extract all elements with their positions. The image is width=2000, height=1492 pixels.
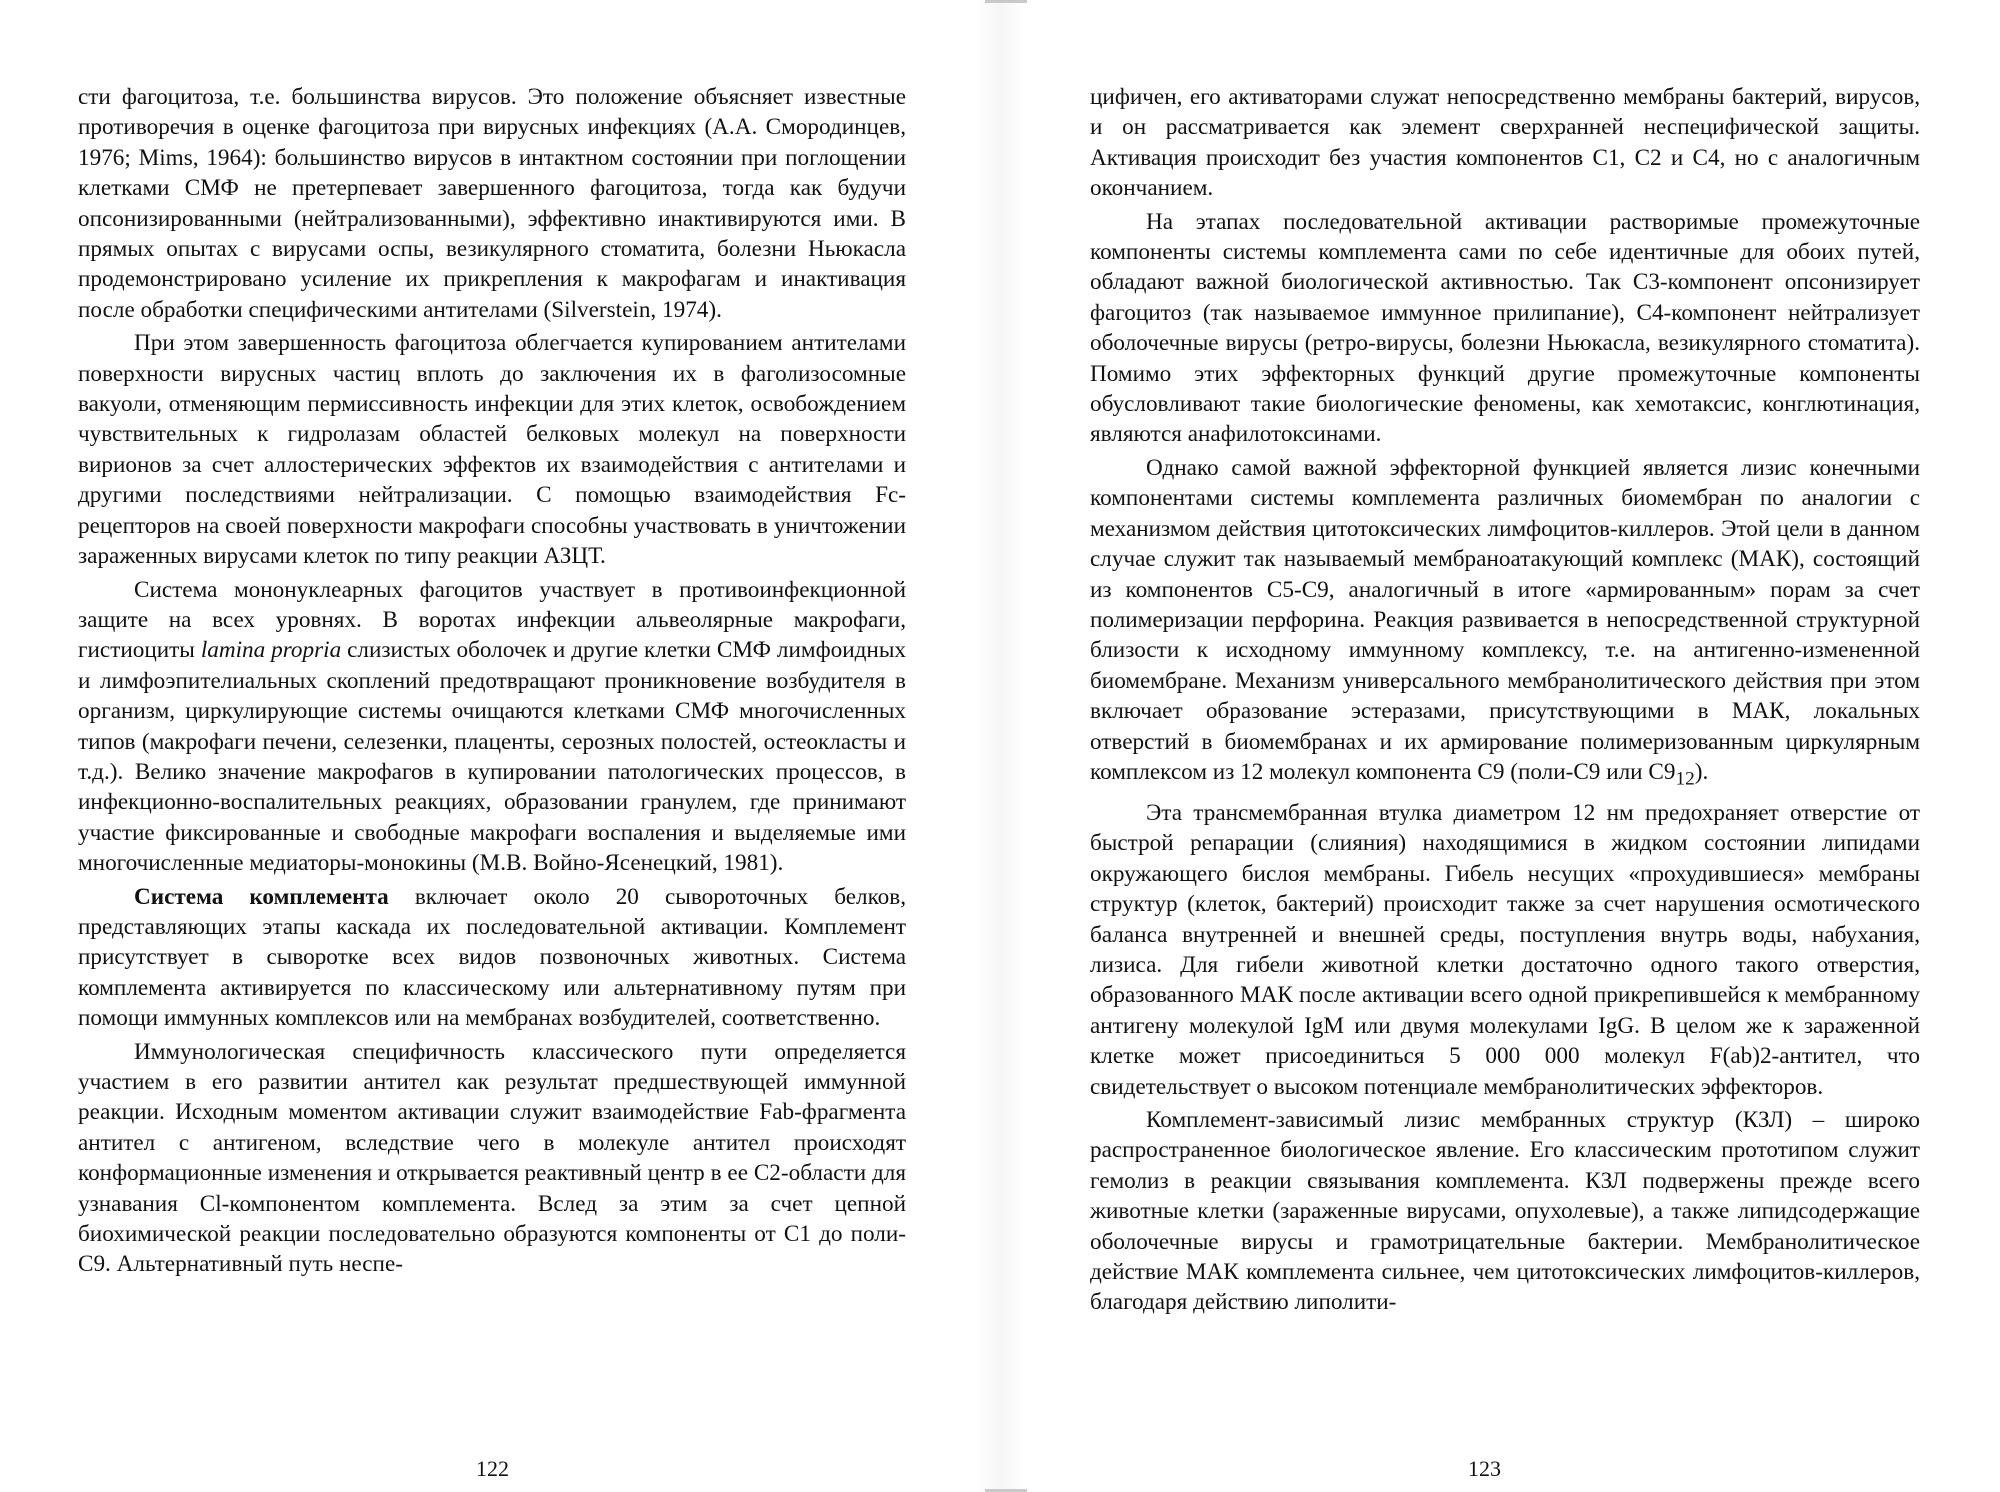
right-paragraph-3 (1090, 453, 1920, 795)
right-paragraph-3-end: ). (1694, 758, 1709, 785)
right-page-number: 123 (1468, 1456, 1501, 1481)
right-paragraph-3-body: Однако самой важной эффекторной функцией является лизис конечными компонентами системы комплемента различных биомембран по аналогии с механизмом действия цитотоксических лимфоцитов-киллеров. Этой цели в данном случае служит так называемый мембраноатакующий комплекс (МАК), состоящий из компонентов С5-С9, аналогичный в итоге «армированным» порам за счет полимеризации перфорина. Реакция развивается в непосредственной структурной близости к исходному иммунному комплексу, т.е. на антигенно-измененной биомембране. Механизм универсального мембранолитического действия при этом включает образование эстеразами, присутствующими в МАК, локальных отверстий в биомембранах и их армирование полимеризованным циркулярным комплексом из 12 молекул компонента С9 (поли-С9 или С9 (1090, 454, 1920, 785)
subscript-12: 12 (1675, 768, 1695, 790)
right-page-body (1090, 82, 1920, 1321)
right-page (1000, 0, 2000, 1492)
complement-system-heading: Система комплемента (134, 883, 389, 910)
left-paragraph-5: Иммунологическая специфичность классического пути определяется участием в его развитии антител как результат предшествующей иммунной реакции. Исходным моментом активации служит взаимодействие Fab-фрагмента антител с антигеном, вследствие чего в молекуле антител происходят конформационные изменения и открывается реактивный центр в ее С2-области для узнавания Cl-компонентом комплемента. Вслед за этим за счет цепной биохимической реакции последовательно образуются компоненты от C1 до поли-С9. Альтернативный путь неспе- (78, 1038, 906, 1278)
left-paragraph-4-body: включает около 20 сывороточных белков, представляющих этапы каскада их последовательной активации. Комплемент присутствует в сыворотке всех видов позвоночных животных. Система комплемента активируется по классическому или альтернативному путям при помощи иммунных комплексов или на мембранах возбудителей, соответственно. (78, 883, 906, 1032)
latin-term-lamina-propria: lamina propria (200, 637, 342, 664)
right-paragraph-5: Комплемент-зависимый лизис мембранных структур (КЗЛ) – широко распространенное биологическое явление. Его классическим прототипом служит гемолиз в реакции связывания комплемента. КЗЛ подвержены прежде всего животные клетки (зараженные вирусами, опухолевые), а также липидсодержащие оболочечные вирусы и грамотрицательные бактерии. Мембранолитическое действие МАК комплемента сильнее, чем цитотоксических лимфоцитов-киллеров, благодаря действию липолити- (1090, 1107, 1920, 1316)
left-paragraph-3 (78, 575, 906, 879)
right-paragraph-1: цифичен, его активаторами служат непосредственно мембраны бактерий, вирусов, и он рассматривается как элемент сверхранней неспецифической защиты. Активация происходит без участия компонентов C1, C2 и C4, но с аналогичным окончанием. (1090, 84, 1920, 202)
left-paragraph-3-part-1: Система мононуклеарных фагоцитов участвует в противоинфекционной защите на всех уровнях. В воротах инфекции альвеолярные макрофаги, гистиоциты (78, 576, 906, 664)
left-page-body (78, 82, 906, 1283)
left-page-number: 122 (476, 1456, 509, 1481)
right-paragraph-2: На этапах последовательной активации растворимые промежуточные компоненты системы комплемента сами по себе идентичные для обоих путей, обладают важной биологической активностью. Так С3-компонент опсонизирует фагоцитоз (так называемое иммунное прилипание), С4-компонент нейтрализует оболочечные вирусы (ретро-вирусы, болезни Ньюкасла, везикулярного стоматита). Помимо этих эффекторных функций другие промежуточные компоненты обусловливают такие биологические феномены, как хемотаксис, конглютинация, являются анафилотоксинами. (1090, 208, 1920, 448)
left-paragraph-4 (78, 882, 906, 1034)
left-paragraph-3-part-2: слизистых оболочек и другие клетки СМФ лимфоидных и лимфоэпителиальных скоплений предотвращают проникновение возбудителя в организм, циркулирующие системы очищаются клетками СМФ многочисленных типов (макрофаги печени, селезенки, плаценты, серозных полостей, остеокласты и т.д.). Велико значение макрофагов в купировании патологических процессов, в инфекционно-воспалительных реакциях, образовании гранулем, где принимают участие фиксированные и свободные макрофаги воспаления и выделяемые ими многочисленные медиаторы-монокины (М.В. Войно-Ясенецкий, 1981). (78, 637, 906, 877)
left-paragraph-1: сти фагоцитоза, т.е. большинства вирусов. Это положение объясняет известные противоречия в оценке фагоцитоза при вирусных инфекциях (А.А. Смородинцев, 1976; Mims, 1964): большинство вирусов в интактном состоянии при поглощении клетками СМФ не претерпевает завершенного фагоцитоза, тогда как будучи опсонизированными (нейтрализованными), эффективно инактивируются ими. В прямых опытах с вирусами оспы, везикулярного стоматита, болезни Ньюкасла продемонстрировано усиление их прикрепления к макрофагам и инактивация после обработки специфическими антителами (Silverstein, 1974). (78, 84, 906, 323)
left-paragraph-2: При этом завершенность фагоцитоза облегчается купированием антителами поверхности вирусных частиц вплоть до заключения их в фаголизосомные вакуоли, отменяющим пермиссивность инфекции для этих клеток, освобождением чувствительных к гидролазам областей белковых молекул на поверхности вирионов за счет аллостерических эффектов их взаимодействия с антителами и другими последствиями нейтрализации. С помощью взаимодействия Fc-рецепторов на своей поверхности макрофаги способны участвовать в уничтожении зараженных вирусами клеток по типу реакции АЗЦТ. (78, 330, 906, 570)
right-paragraph-4: Эта трансмембранная втулка диаметром 12 нм предохраняет отверстие от быстрой репарации (слияния) находящимися в жидком состоянии липидами окружающего бислоя мембраны. Гибель несущих «прохудившиеся» мембраны структур (клеток, бактерий) происходит также за счет нарушения осмотического баланса внутренней и внешней среды, поступления внутрь воды, набухания, лизиса. Для гибели животной клетки достаточно одного такого отверстия, образованного МАК после активации всего одной прикрепившейся к мембранному антигену молекулой IgM или двумя молекулами IgG. В целом же к зараженной клетке может присоединиться 5 000 000 молекул F(ab)2-антител, что свидетельствует о высоком потенциале мембранолитических эффекторов. (1090, 799, 1920, 1100)
